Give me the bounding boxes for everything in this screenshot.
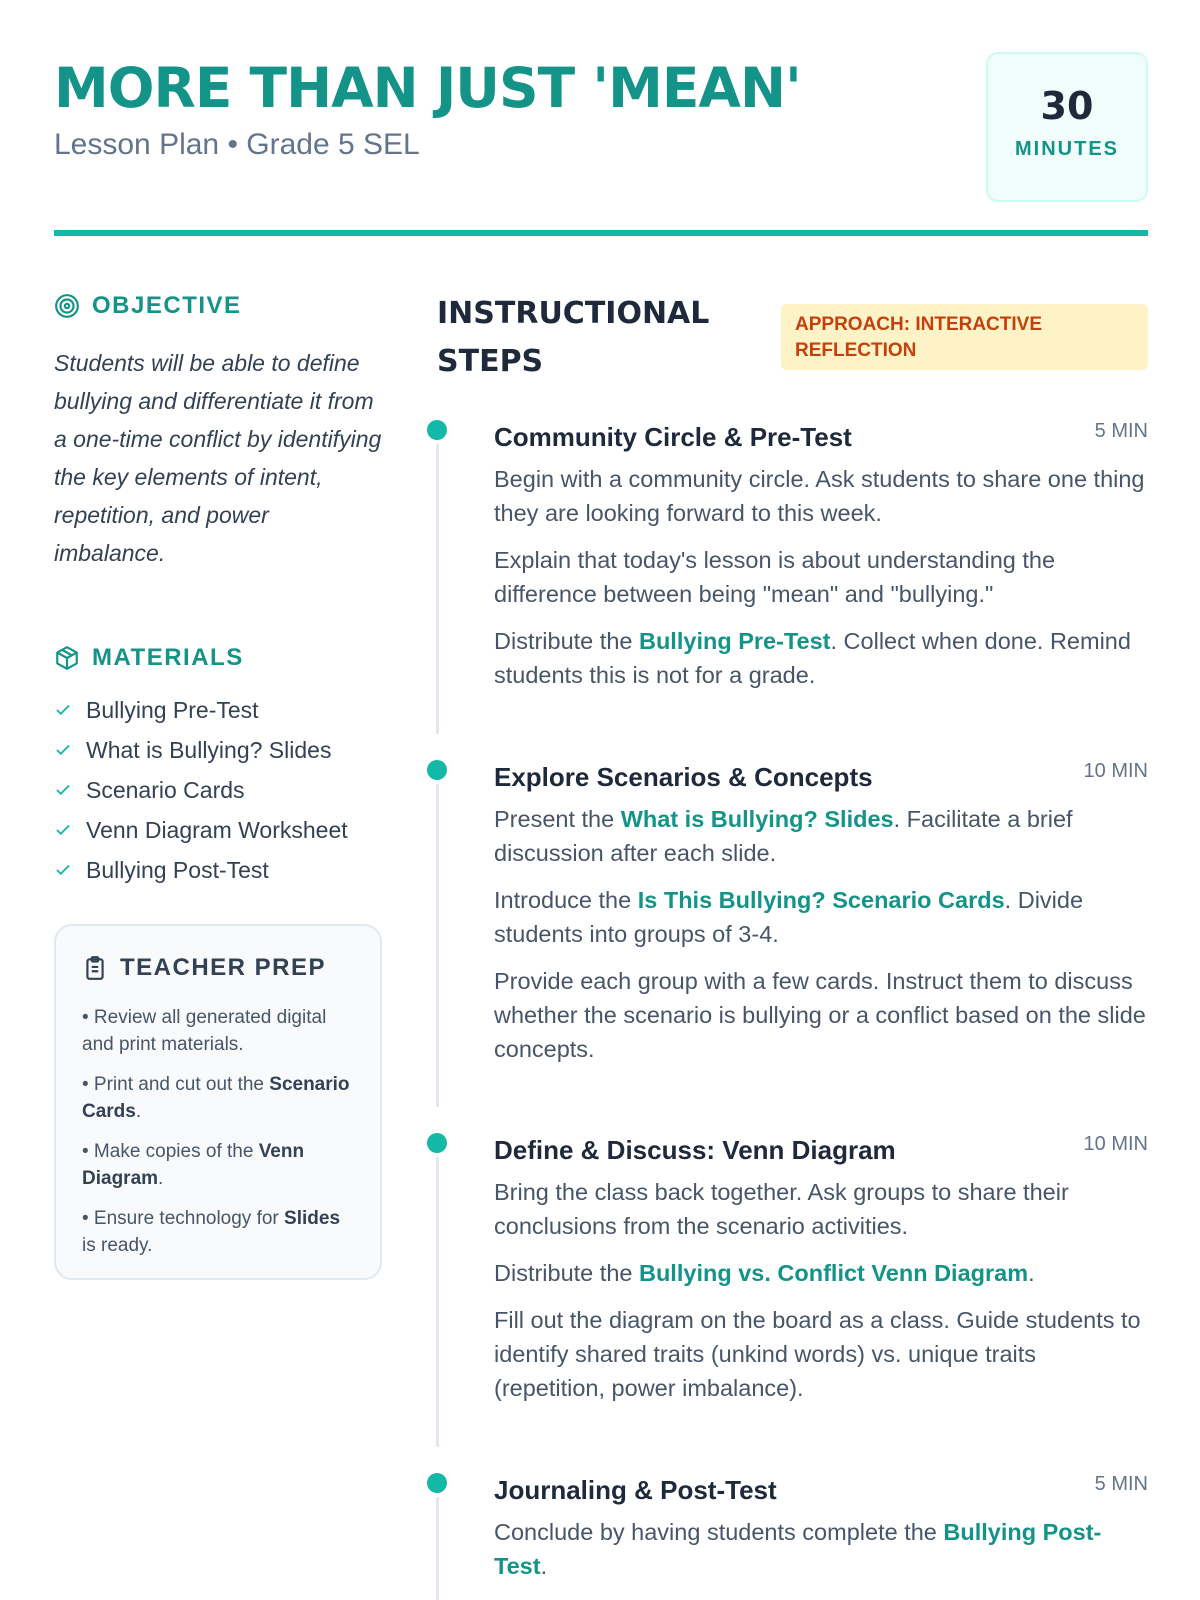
steps-heading: INSTRUCTIONAL STEPS	[437, 296, 710, 379]
page-subtitle: Lesson Plan • Grade 5 SEL	[54, 128, 420, 161]
package-icon	[54, 645, 80, 671]
prep-item: • Make copies of the Venn Diagram.	[82, 1141, 305, 1189]
step-title: Explore Scenarios & Concepts	[494, 762, 873, 792]
materials-section	[54, 644, 384, 890]
timeline-line	[436, 1497, 439, 1600]
step-paragraph: Conclude by having students complete the Bullying Post-Test.	[494, 1519, 1102, 1579]
objective-section	[54, 292, 384, 572]
step-paragraph: Provide each group with a few cards. Instruct them to discuss whether the scenario is bullying or a conflict based on the slide concepts.	[494, 968, 1146, 1062]
prep-item: • Print and cut out the Scenario Cards.	[82, 1074, 350, 1122]
step-title: Community Circle & Pre-Test	[494, 422, 852, 452]
teacher-prep-heading	[82, 954, 354, 982]
page-title: MORE THAN JUST 'MEAN'	[54, 56, 801, 120]
duration-unit: MINUTES	[1015, 138, 1119, 160]
header	[54, 52, 1148, 238]
materials-item: Venn Diagram Worksheet	[54, 810, 384, 850]
header-divider	[54, 230, 1148, 236]
material-link[interactable]: Bullying vs. Conflict Venn Diagram	[638, 1260, 1029, 1286]
materials-heading-text: MATERIALS	[92, 644, 244, 671]
materials-heading	[54, 644, 384, 672]
step-body	[494, 462, 1148, 705]
check-icon	[54, 741, 72, 759]
step-paragraph: Present the What is Bullying? Slides. Facilitate a brief discussion after each slide.	[494, 806, 1073, 866]
step-paragraph: Distribute the Bullying Pre-Test. Collect when done. Remind students this is not for a grade.	[494, 628, 1131, 688]
prep-item: • Ensure technology for Slides is ready.	[82, 1208, 341, 1256]
step-paragraph: Distribute the Bullying vs. Conflict Venn Diagram.	[494, 1260, 1035, 1286]
objective-heading-text: OBJECTIVE	[92, 292, 242, 319]
duration-value: 30	[1040, 84, 1094, 128]
objective-heading	[54, 292, 384, 320]
timeline-dot	[427, 1473, 447, 1493]
timeline-line	[436, 1157, 439, 1447]
teacher-prep-heading-text: TEACHER PREP	[120, 954, 327, 981]
teacher-prep-list	[82, 1004, 354, 1259]
approach-badge: APPROACH: INTERACTIVE REFLECTION	[781, 304, 1148, 370]
step-paragraph: Introduce the Is This Bullying? Scenario Cards. Divide students into groups of 3-4.	[494, 887, 1084, 947]
timeline-dot	[427, 1133, 447, 1153]
material-link[interactable]: Bullying Post-Test	[494, 1519, 1102, 1579]
materials-item: Scenario Cards	[54, 770, 384, 810]
step-paragraph: Bring the class back together. Ask groups to share their conclusions from the scenario activities.	[494, 1179, 1069, 1239]
objective-text: Students will be able to define bullying and differentiate it from a one-time conflict by identifying the key elements of intent, repetition, and power imbalance.	[54, 350, 382, 566]
check-icon	[54, 861, 72, 879]
check-icon	[54, 781, 72, 799]
timeline-dot	[427, 420, 447, 440]
materials-item: Bullying Post-Test	[54, 850, 384, 890]
step-title: Journaling & Post-Test	[494, 1475, 777, 1505]
material-link[interactable]: What is Bullying? Slides	[620, 806, 894, 832]
step-paragraph: Fill out the diagram on the board as a class. Guide students to identify shared traits (unkind words) vs. unique traits (repetition, power imbalance).	[494, 1307, 1141, 1401]
step-duration: 10 MIN	[1083, 760, 1148, 782]
timeline-line	[436, 784, 439, 1107]
materials-list	[54, 690, 384, 890]
teacher-prep-card	[54, 924, 382, 1280]
materials-item: Bullying Pre-Test	[54, 690, 384, 730]
target-icon	[54, 293, 80, 319]
step-body	[494, 802, 1148, 1079]
step-duration: 5 MIN	[1094, 420, 1148, 442]
step-body	[494, 1175, 1148, 1418]
clipboard-icon	[82, 955, 108, 981]
step-duration: 10 MIN	[1083, 1133, 1148, 1155]
step-title: Define & Discuss: Venn Diagram	[494, 1135, 896, 1165]
step-duration: 5 MIN	[1094, 1473, 1148, 1495]
step-paragraph: Begin with a community circle. Ask students to share one thing they are looking forward to this week.	[494, 466, 1145, 526]
materials-item: What is Bullying? Slides	[54, 730, 384, 770]
material-link[interactable]: Bullying Pre-Test	[638, 628, 831, 654]
material-link[interactable]: Is This Bullying? Scenario Cards	[637, 887, 1005, 913]
timeline-line	[436, 444, 439, 734]
check-icon	[54, 701, 72, 719]
step-body	[494, 1515, 1148, 1596]
step-paragraph: Explain that today's lesson is about understanding the difference between being "mean" and "bullying."	[494, 547, 1056, 607]
check-icon	[54, 821, 72, 839]
prep-item: • Review all generated digital and print materials.	[82, 1007, 327, 1055]
timeline-dot	[427, 760, 447, 780]
duration-badge	[986, 52, 1148, 202]
